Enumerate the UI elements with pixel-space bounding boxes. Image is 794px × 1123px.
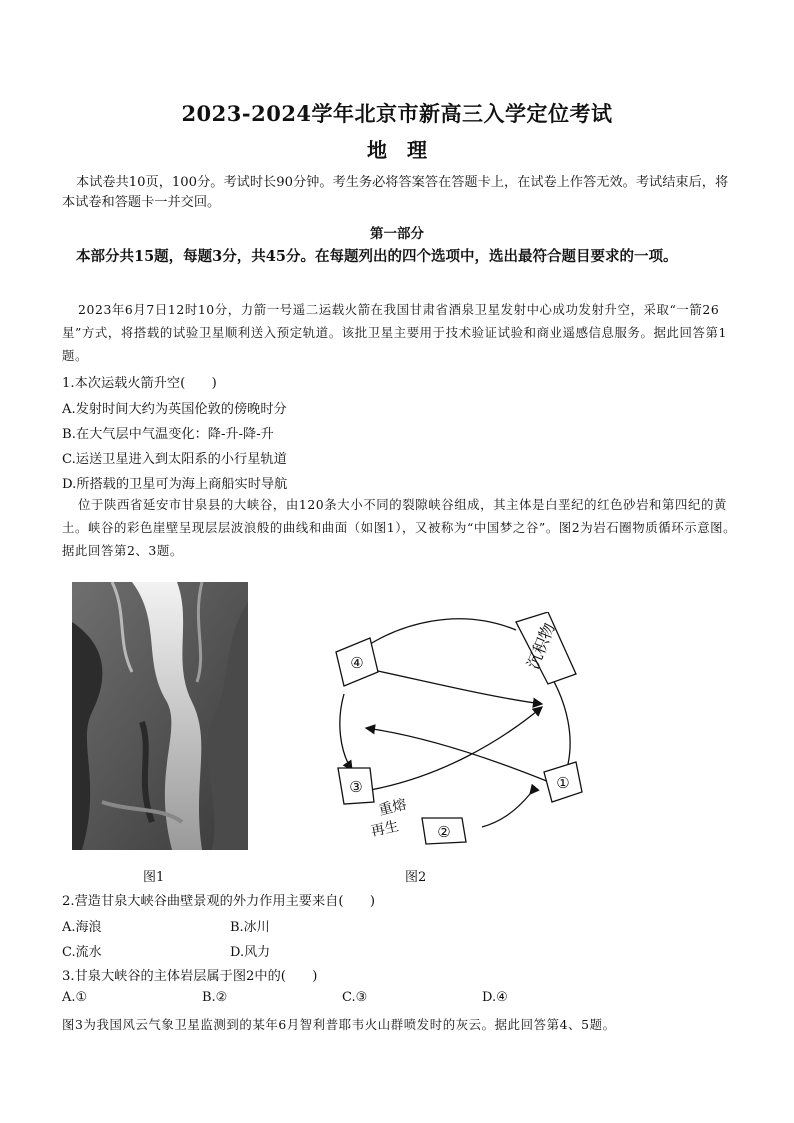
q3-option-a: A.① bbox=[62, 990, 88, 1005]
part-heading: 第一部分 bbox=[370, 226, 424, 242]
canyon-photo bbox=[72, 582, 248, 850]
q3-option-d: D.④ bbox=[482, 990, 508, 1005]
q2-option-a: A.海浪 bbox=[62, 920, 102, 935]
figure-1-caption: 图1 bbox=[143, 870, 165, 885]
arrow-4-to-sediment bbox=[364, 668, 542, 704]
q1-option-b: B.在大气层中气温变化：降-升-降-升 bbox=[62, 427, 274, 442]
q2-option-d: D.风力 bbox=[230, 945, 271, 960]
q3-option-c: C.③ bbox=[342, 990, 368, 1005]
label-regen: 再生 bbox=[369, 818, 401, 840]
q2-stem: 2.营造甘泉大峡谷曲壁景观的外力作用主要来自( ) bbox=[62, 894, 375, 909]
section-instruction: 本部分共15题，每题3分，共45分。在每题列出的四个选项中，选出最符合题目要求的一项。 bbox=[76, 248, 678, 265]
exam-title: 2023-2024学年北京市新高三入学定位考试 bbox=[181, 101, 613, 126]
label-box-4: ④ bbox=[350, 654, 364, 672]
label-box-3: ③ bbox=[349, 778, 363, 796]
rock-cycle-diagram bbox=[330, 612, 590, 852]
label-box-1: ① bbox=[556, 774, 570, 792]
material-1: 2023年6月7日12时10分，力箭一号遥二运载火箭在我国甘肃省酒泉卫星发射中心成功发射升空，采取“一箭26星”方式，将搭载的试验卫星顺利送入预定轨道。该批卫星主要用于技术验证试验和商业遥感信息服务。据此回答第1题。 bbox=[62, 302, 727, 363]
arrow-4-to-3 bbox=[340, 694, 352, 770]
figure-2-caption: 图2 bbox=[405, 870, 427, 885]
material-2: 位于陕西省延安市甘泉县的大峡谷，由120条大小不同的裂隙峡谷组成，其主体是白垩纪的红色砂岩和第四纪的黄土。峡谷的彩色崖壁呈现层层波浪般的曲线和曲面（如图1），又被称为“中国梦之谷”。图2为岩石圈物质循环示意图。据此回答第2、3题。 bbox=[62, 497, 737, 558]
q1-option-d: D.所搭载的卫星可为海上商船实时导航 bbox=[62, 477, 288, 492]
q2-option-b: B.冰川 bbox=[230, 920, 270, 935]
q1-option-a: A.发射时间大约为英国伦敦的傍晚时分 bbox=[62, 402, 287, 417]
label-sediment: 沉积物 bbox=[523, 620, 559, 672]
q3-stem: 3.甘泉大峡谷的主体岩层属于图2中的( ) bbox=[62, 969, 318, 984]
label-box-2: ② bbox=[437, 823, 451, 841]
arrow-2-to-1 bbox=[482, 794, 530, 827]
material-3: 图3为我国风云气象卫星监测到的某年6月智利普耶韦火山群喷发时的灰云。据此回答第4、5题。 bbox=[62, 1017, 616, 1032]
q2-option-c: C.流水 bbox=[62, 945, 102, 960]
subject-heading: 地 理 bbox=[367, 138, 427, 162]
arrow-1-to-4 bbox=[366, 728, 554, 784]
q1-option-c: C.运送卫星进入到太阳系的小行星轨道 bbox=[62, 452, 287, 467]
q1-stem: 1.本次运载火箭升空( ) bbox=[62, 376, 217, 391]
arrow-sediment-to-4 bbox=[358, 619, 516, 652]
q3-option-b: B.② bbox=[202, 990, 228, 1005]
exam-instructions: 本试卷共10页，100分。考试时长90分钟。考生务必将答案答在答题卡上，在试卷上作答无效。考试结束后，将本试卷和答题卡一并交回。 bbox=[62, 175, 729, 210]
label-remelt: 重熔 bbox=[377, 796, 409, 819]
